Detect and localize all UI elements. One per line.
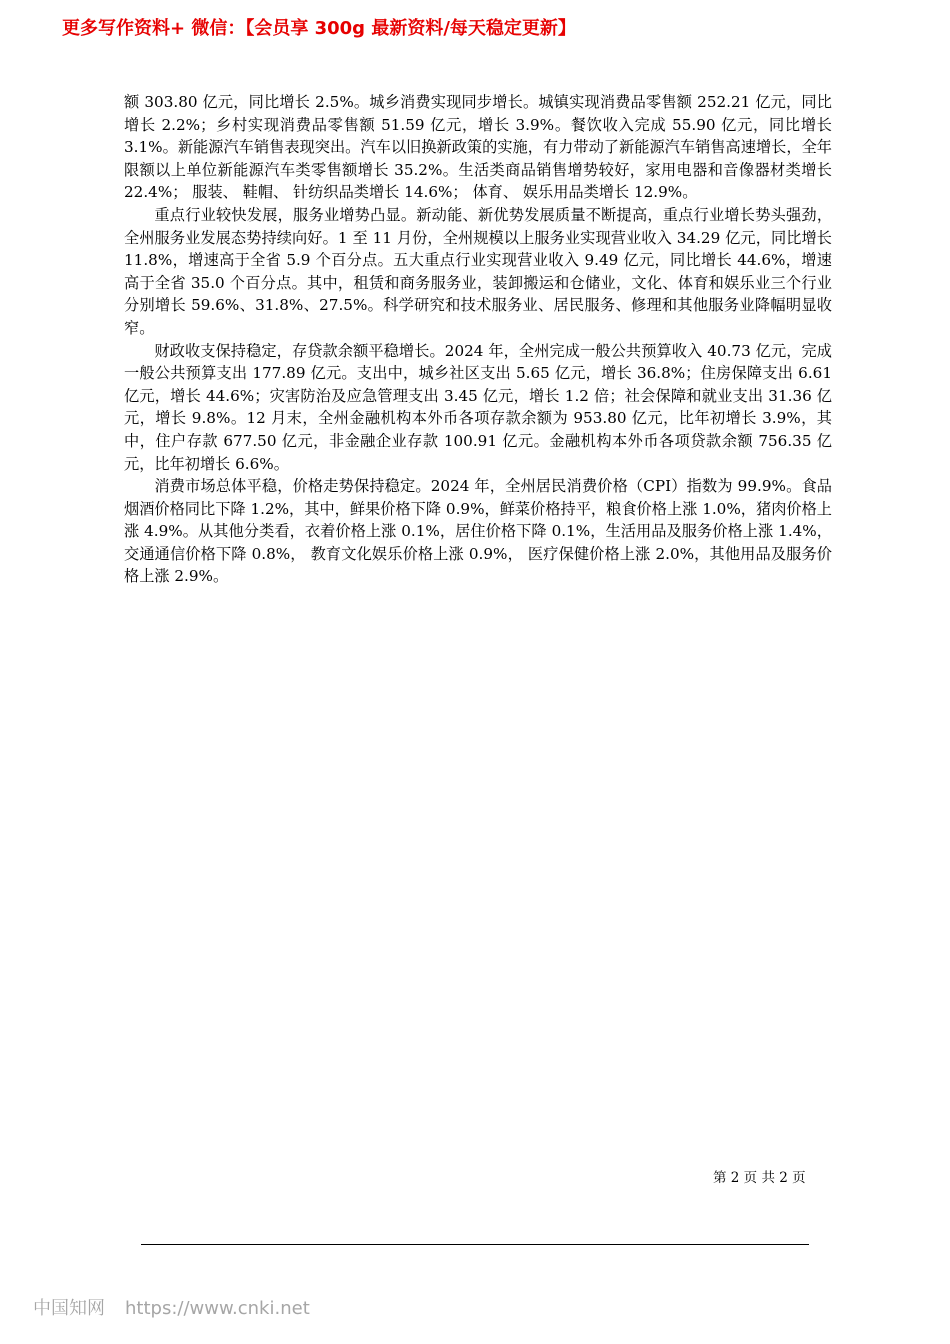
watermark-url: https://www.cnki.net <box>125 1298 310 1319</box>
watermark-site-name: 中国知网 <box>33 1298 105 1319</box>
paragraph-retail-sales: 额 303.80 亿元，同比增长 2.5%。城乡消费实现同步增长。城镇实现消费品零售额 252.21 亿元，同比增长 2.2%；乡村实现消费品零售额 51.59 亿元，增长 3.9%。餐饮收入完成 55.90 亿元，同比增长 3.1%。新能源汽车销售表现突出。汽车以旧换新政策的实施，有力带动了新能源汽车销售高速增长，全年限额以上单位新能源汽车类零售额增长 35.2%。生活类商品销售增势较好，家用电器和音像器材类增长 22.4%； 服装、 鞋帽、 针纺织品类增长 14.6%； 体育、 娱乐用品类增长 12.9%。 <box>124 93 832 202</box>
paragraph-consumer-prices: 消费市场总体平稳，价格走势保持稳定。2024 年，全州居民消费价格（CPI）指数为 99.9%。食品烟酒价格同比下降 1.2%，其中，鲜果价格下降 0.9%，鲜菜价格持平，粮食价格上涨 1.0%，猪肉价格上涨 4.9%。从其他分类看，衣着价格上涨 0.1%，居住价格下降 0.1%，生活用品及服务价格上涨 1.4%， 交通通信价格下降 0.8%， 教育文化娱乐价格上涨 0.9%， 医疗保健价格上涨 2.0%，其他用品及服务价格上涨 2.9%。 <box>124 477 832 586</box>
promo-banner: 更多写作资料+ 微信：【会员享 300g 最新资料/每天稳定更新】 <box>62 18 576 39</box>
page-number: 第 2 页 共 2 页 <box>713 1170 806 1186</box>
paragraph-fiscal-finance: 财政收支保持稳定，存贷款余额平稳增长。2024 年，全州完成一般公共预算收入 40.73 亿元，完成一般公共预算支出 177.89 亿元。支出中，城乡社区支出 5.65 亿元，增长 36.8%；住房保障支出 6.61 亿元，增长 44.6%；灾害防治及应急管理支出 3.45 亿元，增长 1.2 倍；社会保障和就业支出 31.36 亿元，增长 9.8%。12 月末，全州金融机构本外币各项存款余额为 953.80 亿元，比年初增长 3.9%，其中，住户存款 677.50 亿元，非金融企业存款 100.91 亿元。金融机构本外币各项贷款余额 756.35 亿元，比年初增长 6.6%。 <box>124 341 832 473</box>
paragraph-service-industry: 重点行业较快发展，服务业增势凸显。新动能、新优势发展质量不断提高，重点行业增长势头强劲，全州服务业发展态势持续向好。1 至 11 月份，全州规模以上服务业实现营业收入 34.29 亿元，同比增长 11.8%，增速高于全省 5.9 个百分点。五大重点行业实现营业收入 9.49 亿元，同比增长 44.6%，增速高于全省 35.0 个百分点。其中，租赁和商务服务业，装卸搬运和仓储业，文化、体育和娱乐业三个行业分别增长 59.6%、31.8%、27.5%。科学研究和技术服务业、居民服务、修理和其他服务业降幅明显收窄。 <box>124 205 832 337</box>
document-body <box>124 91 832 588</box>
cnki-watermark <box>33 1294 310 1320</box>
footer-divider <box>141 1244 809 1245</box>
